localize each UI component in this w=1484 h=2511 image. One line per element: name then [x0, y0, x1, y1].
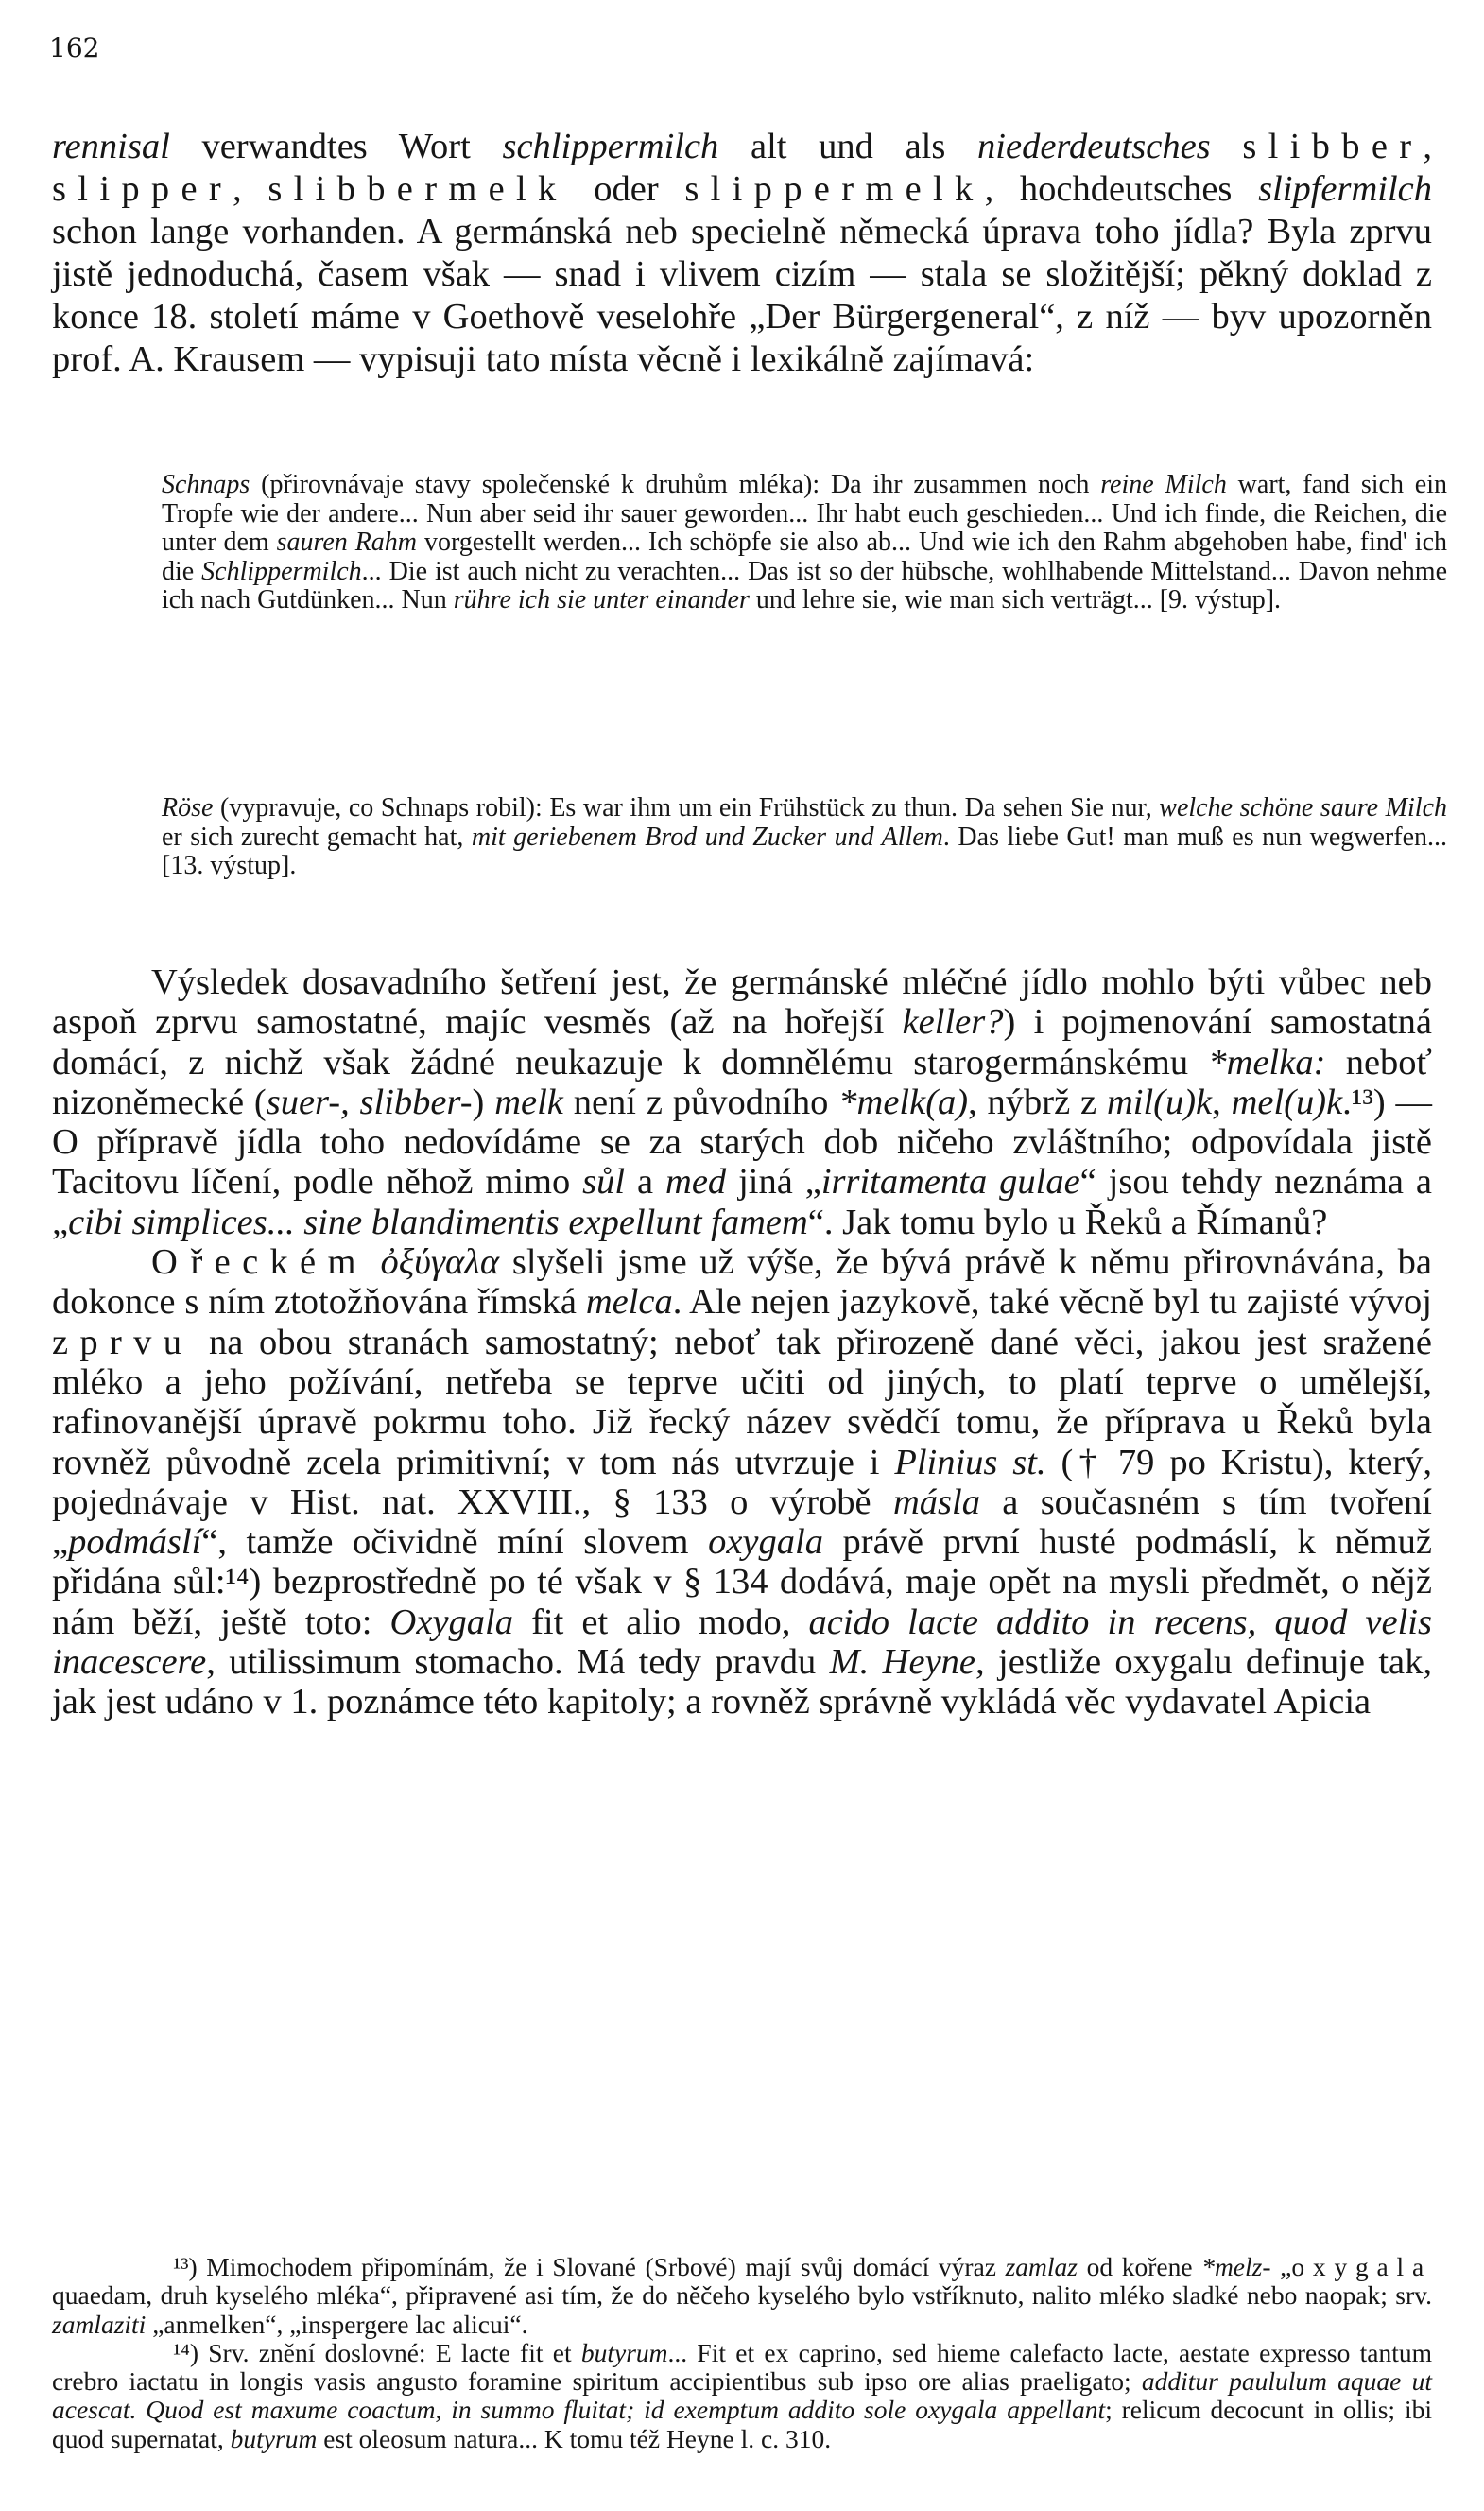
text-run: alt und als	[718, 127, 978, 166]
text-run: právě první husté podmáslí, k němuž přidána sůl:¹⁴) bezprostředně po té však v § 134 dodává, maje opět na mysli předmět, o nějž nám běží, ještě toto:	[52, 1522, 1432, 1642]
text-run: quaedam, druh kyselého mléka“, připravené asi tím, že do něčeho kyselého bylo vstříknuto, nalito mléko sladké nebo naopak; srv.	[52, 2280, 1432, 2311]
paragraph	[52, 126, 1432, 381]
italic-run: welche schöne saure Milch	[1159, 793, 1447, 823]
text-run: wart, fand sich ein Tropfe wie der andere... Nun aber seid ihr sauer geworden... Ihr habt euch geschieden... Und ich finde, die Reichen, die unter dem	[162, 470, 1447, 557]
text-run: )	[472, 1082, 495, 1122]
italic-run: Schnaps	[162, 470, 250, 499]
text-run: und lehre sie, wie man sich verträgt... [9. výstup].	[749, 585, 1282, 615]
text-run: ... Fit et ex caprino, sed hieme calefacto lacte, aestate expresso tantum crebro iactatu in longis vasis angusto foramine spiritum accipientibus sub ipso ore alias praeligato;	[52, 2337, 1432, 2397]
text-run: ... Die ist auch nicht zu verachten... Das ist so der hübsche, wohlhabende Mittelstand... Davon nehme ich nach Gutdünken... Nun	[162, 556, 1447, 615]
italic-run: melca	[585, 1282, 673, 1323]
text-run: .¹³) — O přípravě jídla toho nedovídáme se za starých dob ničeho zvláštního; odpovídala jistě Tacitovu líčení, podle něhož mimo	[52, 1082, 1433, 1203]
spaced-run: slibbermelk	[267, 169, 568, 209]
text-run: . Das liebe Gut! man muß es nun wegwerfen... [13. výstup].	[162, 822, 1448, 880]
text-run: není z původního	[562, 1082, 839, 1122]
text-run: “ jsou tehdy neznáma a „	[52, 1162, 1433, 1242]
italic-run: ὀξύγαλα	[380, 1242, 500, 1283]
text-run: a současném s tím tvoření „	[52, 1481, 1432, 1563]
text-run: “. Jak tomu bylo u Řeků a Římanů?	[807, 1202, 1328, 1242]
spaced-run: zprvu	[52, 1322, 194, 1362]
italic-run: másla	[892, 1481, 980, 1522]
spaced-run: slibber	[1242, 127, 1424, 166]
spaced-run: oxygala	[1291, 2252, 1432, 2281]
footnotes	[52, 2253, 1432, 2453]
text-run: schon lange vorhanden. A germánská neb specielně německá úprava toho jídla? Byla zprvu jistě jednoduchá, časem však — snad i vlivem cizím — stala se složitější; pěkný doklad z konce 18. století máme v Goethově veselohře „Der Bürgergeneral“, z níž — byv upozorněn prof. A. Krausem — vypisuji tato místa věcně i lexikálně zajímavá:	[52, 212, 1432, 379]
italic-run: suer-, slibber-	[266, 1082, 473, 1122]
italic-run: acido lacte addito in recens, quod velis inacescere	[52, 1602, 1432, 1683]
spaced-run: slippermelk	[684, 169, 985, 209]
italic-run: rennisal	[52, 127, 170, 166]
italic-run: M. Heyne	[829, 1642, 975, 1683]
text-run: ,	[233, 169, 268, 209]
italic-run: Röse	[162, 793, 214, 823]
italic-run: reine Milch	[1100, 470, 1227, 499]
spaced-run: slipper	[52, 169, 233, 209]
italic-run: cibi simplices... sine blandimentis expellunt famem	[68, 1202, 808, 1242]
footnote-14	[52, 2339, 1432, 2453]
text-run: , nýbrž z	[968, 1082, 1107, 1122]
italic-run: zamlaziti	[52, 2309, 147, 2339]
italic-run: podmáslí	[68, 1522, 202, 1563]
text-run: ,	[1423, 127, 1432, 166]
text-run: († 79 po Kristu), který, pojednávaje v Hist. nat. XXVIII., § 133 o výrobě	[52, 1442, 1432, 1522]
paragraph	[52, 1242, 1432, 1723]
italic-run: keller?	[902, 1002, 1004, 1043]
text-run: „anmelken“, „inspergere lac alicui“.	[146, 2309, 528, 2339]
italic-run: zamlaz	[1005, 2252, 1078, 2281]
italic-run: schlippermilch	[502, 127, 719, 166]
italic-run: irritamenta gulae	[820, 1162, 1080, 1203]
text-run: ) i pojmenování samostatná domácí, z nichž však žádné neukazuje k domnělému starogermánskému	[52, 1002, 1432, 1082]
text-run: a	[625, 1162, 666, 1203]
italic-run: Oxygala	[389, 1602, 513, 1642]
italic-run: *melz-	[1201, 2252, 1271, 2281]
text-run: O	[151, 1242, 191, 1283]
quote-paragraph	[162, 471, 1447, 615]
italic-run: niederdeutsches	[977, 127, 1211, 166]
text-run: est oleosum natura... K tomu též Heyne l. c. 310.	[317, 2423, 832, 2453]
text-run: , jestliže oxygalu definuje tak, jak jest udáno v 1. poznámce této kapitoly; a rovněž správně vykládá věc vydavatel Apicia	[52, 1642, 1432, 1723]
italic-run: sauren Rahm	[276, 528, 418, 557]
quote-paragraph	[162, 794, 1447, 881]
text-run: „	[1270, 2252, 1292, 2281]
page-number: 162	[49, 32, 100, 63]
italic-run: rühre ich sie unter einander	[453, 585, 750, 615]
text-run	[1211, 127, 1243, 166]
text-run: slyšeli jsme už výše, že bývá právě k němu přirovnávána, ba dokonce s ním ztotožňována římská	[52, 1242, 1432, 1323]
text-run	[368, 1242, 381, 1282]
text-run: Výsledek dosavadního šetření jest, že germánské mléčné jídlo mohlo býti vůbec neb aspoň zprvu samostatné, majíc vesměs (až na hořejší	[52, 962, 1432, 1043]
italic-run: butyrum	[580, 2337, 668, 2367]
italic-run: Plinius st.	[894, 1442, 1046, 1482]
text-run: neboť nizoněmecké (	[52, 1042, 1432, 1122]
italic-run: *melka:	[1208, 1042, 1326, 1082]
italic-run: mil(u)k	[1106, 1082, 1213, 1122]
text-run: . Ale nejen jazykově, také věcně byl tu zajisté vývoj	[672, 1282, 1432, 1323]
italic-run: med	[665, 1162, 727, 1203]
text-run: ; relicum decocunt in ollis; ibi quod supernatat,	[52, 2395, 1432, 2453]
text-run: fit et alio modo,	[512, 1602, 809, 1642]
text-run: na obou stranách samostatný; neboť tak přirozeně dané věci, jakou jest sražené mléko a jeho požívání, netřeba se teprve učiti od jiných, to platí teprve o umělejší, rafinovanější úpravě pokrmu toho. Již řecký název svědčí tomu, že příprava u Řeků byla rovněž původně zcela primitivní; v tom nás utvrzuje i	[52, 1322, 1432, 1482]
text-run: oder	[567, 169, 685, 209]
text-run: vorgestellt werden... Ich schöpfe sie also ab... Und wie ich den Rahm abgehoben habe, find' ich die	[162, 528, 1447, 586]
text-run: (přirovnávaje stavy společenské k druhům mléka): Da ihr zusammen noch	[250, 470, 1101, 499]
quote-schnaps	[118, 471, 1447, 615]
text-run: er sich zurecht gemacht hat,	[162, 822, 472, 852]
italic-run: sůl	[582, 1162, 626, 1203]
italic-run: oxygala	[708, 1522, 823, 1563]
italic-run: slipfermilch	[1258, 169, 1433, 209]
footnote-13	[52, 2253, 1432, 2339]
text-run: , utilissimum stomacho. Má tedy pravdu	[206, 1642, 830, 1683]
text-run: ¹³) Mimochodem připomínám, že i Slované (Srbové) mají svůj domácí výraz	[173, 2252, 1006, 2281]
italic-run: additur paululum aquae ut acescat. Quod est maxume coactum, in summo fluitat; id exemptum addito sole oxygala appellant	[52, 2366, 1432, 2425]
text-run: od kořene	[1078, 2252, 1202, 2281]
text-run: , hochdeutsches	[984, 169, 1259, 209]
text-run: jiná „	[726, 1162, 821, 1203]
italic-run: mel(u)k	[1231, 1082, 1343, 1122]
text-run: “, tamže očividně míní slovem	[201, 1522, 709, 1563]
italic-run: mit geriebenem Brod und Zucker und Allem	[471, 822, 943, 852]
text-run: (vypravuje, co Schnaps robil): Es war ihm um ein Frühstück zu thun. Da sehen Sie nur,	[213, 793, 1160, 823]
spaced-run: řeckém	[190, 1242, 368, 1283]
text-run: ,	[1212, 1082, 1232, 1122]
paragraph	[52, 962, 1432, 1242]
text-run: verwandtes Wort	[169, 127, 503, 166]
italic-run: melk	[494, 1082, 563, 1122]
body-text-main	[52, 962, 1432, 1723]
quote-rose	[118, 794, 1447, 881]
text-run: ¹⁴) Srv. znění doslovné: E lacte fit et	[173, 2337, 581, 2367]
italic-run: Schlippermilch	[201, 556, 362, 586]
italic-run: *melk(a)	[838, 1082, 969, 1122]
italic-run: butyrum	[230, 2423, 318, 2453]
body-text-top	[52, 126, 1432, 381]
